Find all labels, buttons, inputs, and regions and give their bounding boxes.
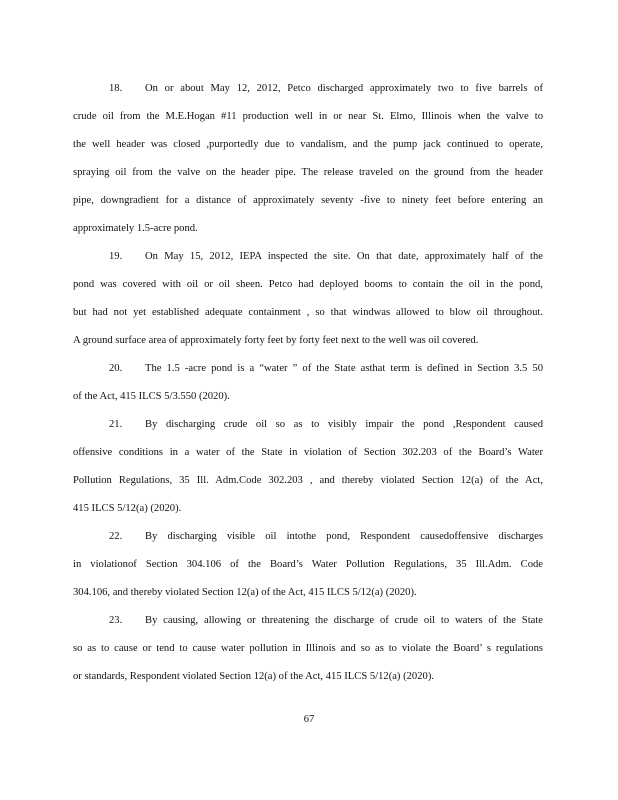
- paragraph-line: in violationof Section 304.106 of the Board’s Water Pollution Regulations, 35 Ill.Adm. Code: [73, 559, 543, 570]
- paragraph-line: crude oil from the M.E.Hogan #11 production well in or near St. Elmo, Illinois when the valve to: [73, 111, 543, 122]
- paragraph-line: pipe, downgradient for a distance of approximately seventy -five to ninety feet before entering an: [73, 195, 543, 206]
- paragraph-line: 304.106, and thereby violated Section 12(a) of the Act, 415 ILCS 5/12(a) (2020).: [73, 587, 417, 598]
- paragraph-line: On or about May 12, 2012, Petco discharged approximately two to five barrels of: [145, 83, 543, 94]
- paragraph-line: By discharging visible oil intothe pond, Respondent causedoffensive discharges: [145, 531, 543, 542]
- paragraph-line: By causing, allowing or threatening the discharge of crude oil to waters of the State: [145, 615, 543, 626]
- paragraph-line: pond was covered with oil or oil sheen. Petco had deployed booms to contain the oil in the pond,: [73, 279, 543, 290]
- paragraph-line: On May 15, 2012, IEPA inspected the site. On that date, approximately half of the: [145, 251, 543, 262]
- paragraph-line: Pollution Regulations, 35 Ill. Adm.Code 302.203 , and thereby violated Section 12(a) of the Act,: [73, 475, 543, 486]
- paragraph-number: 21.: [109, 419, 123, 430]
- paragraph-line: of the Act, 415 ILCS 5/3.550 (2020).: [73, 391, 230, 402]
- paragraph-line: approximately 1.5-acre pond.: [73, 223, 198, 234]
- paragraph-number: 18.: [109, 83, 123, 94]
- paragraph-line: spraying oil from the valve on the header pipe. The release traveled on the ground from the header: [73, 167, 543, 178]
- paragraph-22: [73, 523, 543, 607]
- paragraph-line: The 1.5 -acre pond is a “water ” of the State asthat term is defined in Section 3.5 50: [145, 363, 543, 374]
- paragraph-line: so as to cause or tend to cause water pollution in Illinois and so as to violate the Board’ s regulations: [73, 643, 543, 654]
- paragraph-23: [73, 607, 543, 691]
- paragraph-number: 22.: [109, 531, 123, 542]
- paragraph-number: 19.: [109, 251, 123, 262]
- paragraph-number: 20.: [109, 363, 123, 374]
- paragraph-line: A ground surface area of approximately forty feet by forty feet next to the well was oil covered.: [73, 335, 479, 346]
- paragraph-19: [73, 243, 543, 355]
- paragraph-20: [73, 355, 543, 411]
- paragraph-21: [73, 411, 543, 523]
- paragraph-18: [73, 75, 543, 243]
- paragraph-line: the well header was closed ,purportedly due to vandalism, and the pump jack continued to operate,: [73, 139, 543, 150]
- paragraph-line: but had not yet established adequate containment , so that windwas allowed to blow oil throughout.: [73, 307, 543, 318]
- paragraph-line: offensive conditions in a water of the State in violation of Section 302.203 of the Board’s Water: [73, 447, 543, 458]
- paragraph-line: By discharging crude oil so as to visibly impair the pond ,Respondent caused: [145, 419, 543, 430]
- page-number: 67: [303, 714, 315, 725]
- paragraph-line: or standards, Respondent violated Section 12(a) of the Act, 415 ILCS 5/12(a) (2020).: [73, 671, 434, 682]
- paragraph-number: 23.: [109, 615, 123, 626]
- paragraph-line: 415 ILCS 5/12(a) (2020).: [73, 503, 182, 514]
